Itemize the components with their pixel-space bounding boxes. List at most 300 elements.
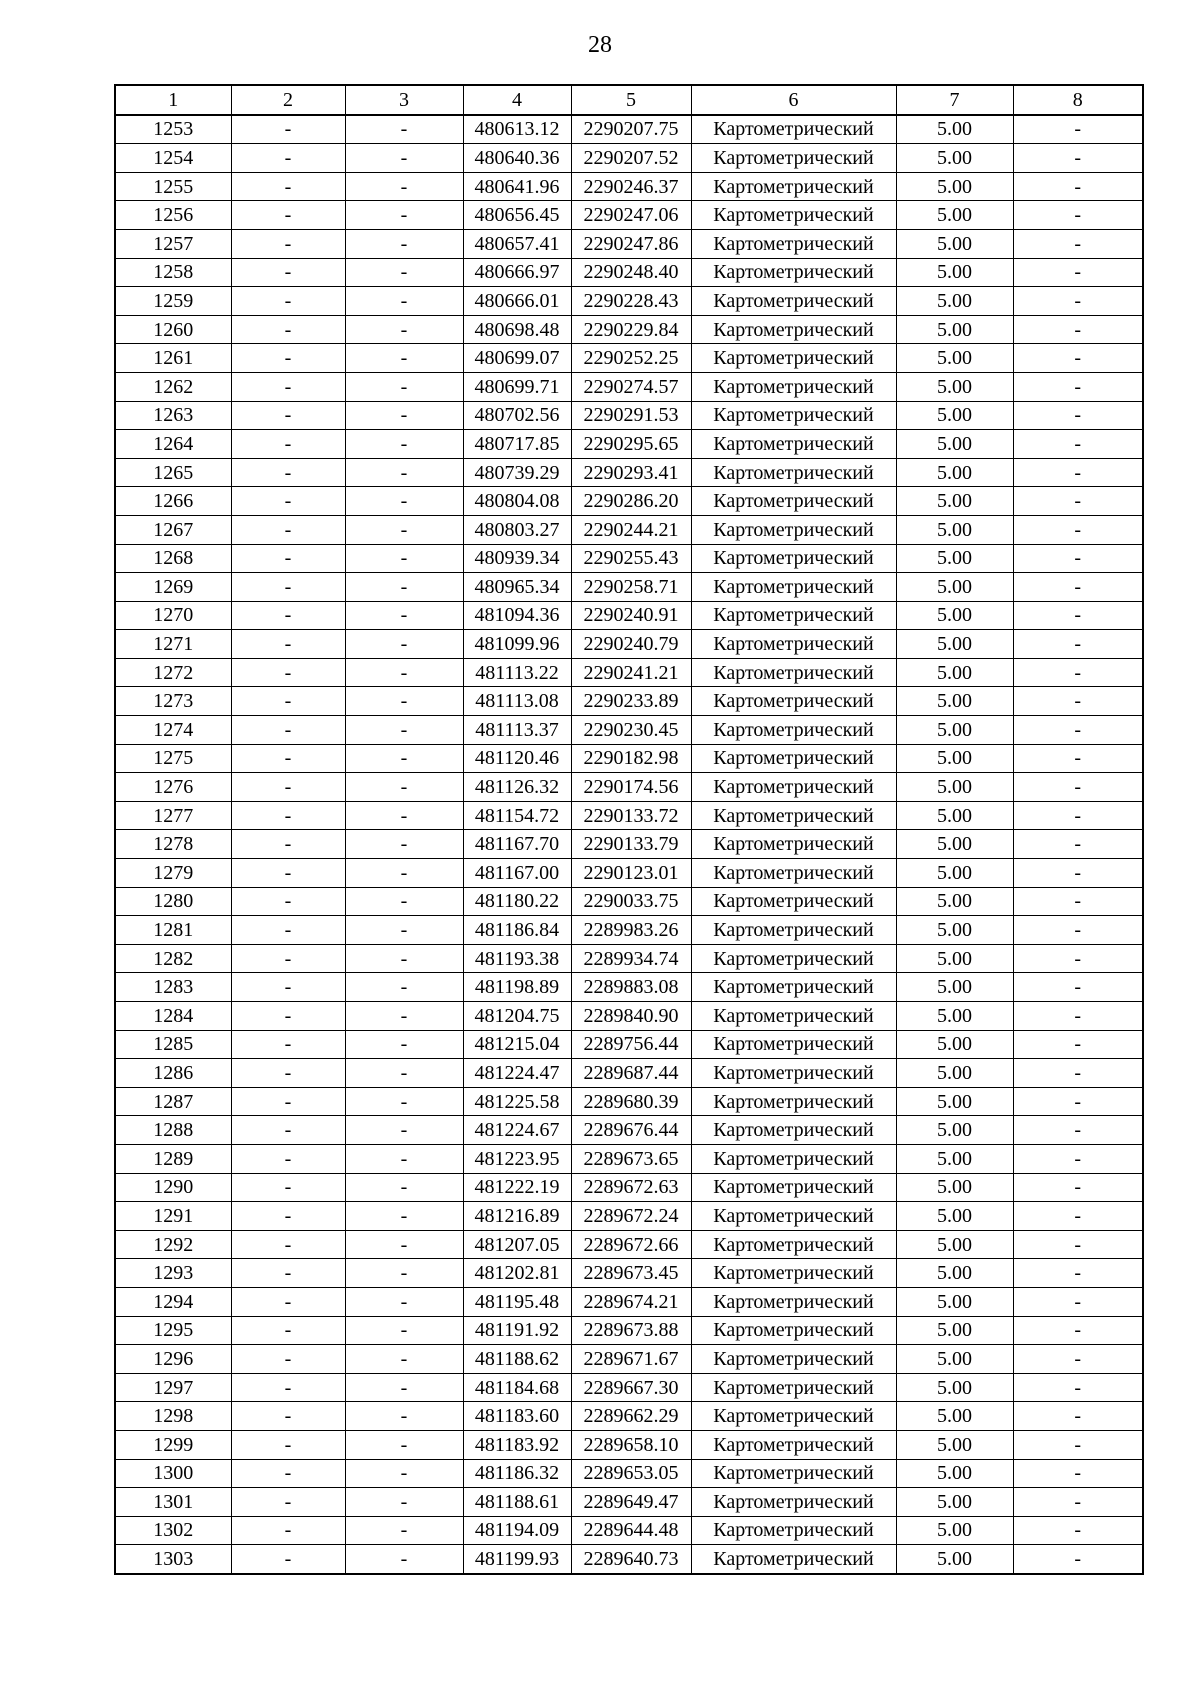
column-header: 4 (463, 85, 571, 115)
cell: - (345, 658, 463, 687)
cell: - (345, 372, 463, 401)
point-number-cell: 1265 (115, 458, 231, 487)
table-row (115, 630, 1143, 659)
y-coordinate-cell: 2290240.91 (571, 601, 691, 630)
x-coordinate-cell: 481202.81 (463, 1259, 571, 1288)
point-number-cell: 1290 (115, 1173, 231, 1202)
table-row (115, 515, 1143, 544)
cell: - (345, 744, 463, 773)
accuracy-cell: 5.00 (896, 573, 1013, 602)
y-coordinate-cell: 2290258.71 (571, 573, 691, 602)
point-number-cell: 1289 (115, 1144, 231, 1173)
cell: - (1013, 1116, 1143, 1145)
table-row (115, 1202, 1143, 1231)
accuracy-cell: 5.00 (896, 1545, 1013, 1574)
cell: - (345, 1259, 463, 1288)
y-coordinate-cell: 2289673.45 (571, 1259, 691, 1288)
accuracy-cell: 5.00 (896, 830, 1013, 859)
cell: - (231, 916, 345, 945)
cell: - (1013, 201, 1143, 230)
table-row (115, 430, 1143, 459)
x-coordinate-cell: 480965.34 (463, 573, 571, 602)
accuracy-cell: 5.00 (896, 916, 1013, 945)
point-number-cell: 1272 (115, 658, 231, 687)
cell: - (345, 258, 463, 287)
cell: - (231, 1516, 345, 1545)
point-number-cell: 1259 (115, 287, 231, 316)
x-coordinate-cell: 481126.32 (463, 773, 571, 802)
y-coordinate-cell: 2289673.88 (571, 1316, 691, 1345)
y-coordinate-cell: 2289649.47 (571, 1488, 691, 1517)
cell: - (345, 430, 463, 459)
cell: - (231, 773, 345, 802)
cell: - (1013, 1430, 1143, 1459)
y-coordinate-cell: 2290133.79 (571, 830, 691, 859)
cell: - (231, 1144, 345, 1173)
method-cell: Картометрический (691, 1030, 896, 1059)
table-row (115, 1545, 1143, 1574)
x-coordinate-cell: 481225.58 (463, 1087, 571, 1116)
accuracy-cell: 5.00 (896, 115, 1013, 144)
cell: - (231, 830, 345, 859)
table-row (115, 573, 1143, 602)
table-row (115, 344, 1143, 373)
column-header: 8 (1013, 85, 1143, 115)
cell: - (345, 573, 463, 602)
cell: - (1013, 687, 1143, 716)
point-number-cell: 1276 (115, 773, 231, 802)
point-number-cell: 1293 (115, 1259, 231, 1288)
table-row (115, 687, 1143, 716)
point-number-cell: 1282 (115, 944, 231, 973)
x-coordinate-cell: 480717.85 (463, 430, 571, 459)
cell: - (345, 1116, 463, 1145)
y-coordinate-cell: 2290207.52 (571, 144, 691, 173)
cell: - (345, 1402, 463, 1431)
cell: - (231, 1259, 345, 1288)
cell: - (1013, 372, 1143, 401)
point-number-cell: 1268 (115, 544, 231, 573)
y-coordinate-cell: 2289653.05 (571, 1459, 691, 1488)
point-number-cell: 1255 (115, 172, 231, 201)
y-coordinate-cell: 2289983.26 (571, 916, 691, 945)
table-row (115, 1030, 1143, 1059)
cell: - (1013, 1345, 1143, 1374)
point-number-cell: 1291 (115, 1202, 231, 1231)
point-number-cell: 1270 (115, 601, 231, 630)
cell: - (345, 1316, 463, 1345)
table-row (115, 258, 1143, 287)
x-coordinate-cell: 480656.45 (463, 201, 571, 230)
cell: - (231, 1316, 345, 1345)
cell: - (231, 344, 345, 373)
x-coordinate-cell: 480698.48 (463, 315, 571, 344)
table-row (115, 1087, 1143, 1116)
cell: - (345, 887, 463, 916)
method-cell: Картометрический (691, 658, 896, 687)
table-row (115, 1116, 1143, 1145)
y-coordinate-cell: 2290133.72 (571, 801, 691, 830)
cell: - (1013, 573, 1143, 602)
cell: - (231, 687, 345, 716)
x-coordinate-cell: 481180.22 (463, 887, 571, 916)
cell: - (231, 1373, 345, 1402)
accuracy-cell: 5.00 (896, 658, 1013, 687)
accuracy-cell: 5.00 (896, 630, 1013, 659)
point-number-cell: 1300 (115, 1459, 231, 1488)
x-coordinate-cell: 481094.36 (463, 601, 571, 630)
cell: - (231, 487, 345, 516)
cell: - (231, 801, 345, 830)
cell: - (345, 1545, 463, 1574)
x-coordinate-cell: 481223.95 (463, 1144, 571, 1173)
table-row (115, 887, 1143, 916)
method-cell: Картометрический (691, 944, 896, 973)
point-number-cell: 1294 (115, 1287, 231, 1316)
cell: - (345, 458, 463, 487)
table-row (115, 401, 1143, 430)
column-header: 3 (345, 85, 463, 115)
method-cell: Картометрический (691, 1116, 896, 1145)
accuracy-cell: 5.00 (896, 1345, 1013, 1374)
cell: - (231, 1345, 345, 1374)
method-cell: Картометрический (691, 887, 896, 916)
point-number-cell: 1266 (115, 487, 231, 516)
x-coordinate-cell: 480803.27 (463, 515, 571, 544)
x-coordinate-cell: 481099.96 (463, 630, 571, 659)
cell: - (345, 144, 463, 173)
table-header (115, 85, 1143, 115)
table-row (115, 229, 1143, 258)
method-cell: Картометрический (691, 1059, 896, 1088)
point-number-cell: 1295 (115, 1316, 231, 1345)
point-number-cell: 1271 (115, 630, 231, 659)
cell: - (1013, 1516, 1143, 1545)
method-cell: Картометрический (691, 458, 896, 487)
method-cell: Картометрический (691, 1287, 896, 1316)
x-coordinate-cell: 481154.72 (463, 801, 571, 830)
cell: - (1013, 115, 1143, 144)
cell: - (1013, 1202, 1143, 1231)
y-coordinate-cell: 2290229.84 (571, 315, 691, 344)
accuracy-cell: 5.00 (896, 687, 1013, 716)
accuracy-cell: 5.00 (896, 1516, 1013, 1545)
accuracy-cell: 5.00 (896, 944, 1013, 973)
x-coordinate-cell: 481224.67 (463, 1116, 571, 1145)
x-coordinate-cell: 481183.92 (463, 1430, 571, 1459)
x-coordinate-cell: 481224.47 (463, 1059, 571, 1088)
y-coordinate-cell: 2290033.75 (571, 887, 691, 916)
cell: - (231, 172, 345, 201)
method-cell: Картометрический (691, 687, 896, 716)
x-coordinate-cell: 481183.60 (463, 1402, 571, 1431)
cell: - (231, 716, 345, 745)
cell: - (231, 1430, 345, 1459)
cell: - (1013, 1259, 1143, 1288)
cell: - (1013, 601, 1143, 630)
point-number-cell: 1281 (115, 916, 231, 945)
x-coordinate-cell: 481188.62 (463, 1345, 571, 1374)
method-cell: Картометрический (691, 916, 896, 945)
cell: - (1013, 258, 1143, 287)
cell: - (1013, 1144, 1143, 1173)
accuracy-cell: 5.00 (896, 1230, 1013, 1259)
table-row (115, 201, 1143, 230)
x-coordinate-cell: 481188.61 (463, 1488, 571, 1517)
cell: - (231, 544, 345, 573)
y-coordinate-cell: 2290247.06 (571, 201, 691, 230)
accuracy-cell: 5.00 (896, 859, 1013, 888)
table-row (115, 1287, 1143, 1316)
cell: - (1013, 1488, 1143, 1517)
method-cell: Картометрический (691, 859, 896, 888)
accuracy-cell: 5.00 (896, 372, 1013, 401)
point-number-cell: 1260 (115, 315, 231, 344)
accuracy-cell: 5.00 (896, 229, 1013, 258)
cell: - (231, 258, 345, 287)
method-cell: Картометрический (691, 1345, 896, 1374)
table-row (115, 1059, 1143, 1088)
cell: - (1013, 487, 1143, 516)
accuracy-cell: 5.00 (896, 887, 1013, 916)
accuracy-cell: 5.00 (896, 1173, 1013, 1202)
accuracy-cell: 5.00 (896, 1316, 1013, 1345)
method-cell: Картометрический (691, 201, 896, 230)
cell: - (345, 1459, 463, 1488)
point-number-cell: 1296 (115, 1345, 231, 1374)
method-cell: Картометрический (691, 1002, 896, 1031)
cell: - (345, 1002, 463, 1031)
y-coordinate-cell: 2289934.74 (571, 944, 691, 973)
x-coordinate-cell: 480699.71 (463, 372, 571, 401)
table-row (115, 372, 1143, 401)
cell: - (1013, 458, 1143, 487)
method-cell: Картометрический (691, 287, 896, 316)
y-coordinate-cell: 2290247.86 (571, 229, 691, 258)
x-coordinate-cell: 481199.93 (463, 1545, 571, 1574)
cell: - (231, 115, 345, 144)
x-coordinate-cell: 481191.92 (463, 1316, 571, 1345)
column-header: 2 (231, 85, 345, 115)
cell: - (1013, 344, 1143, 373)
y-coordinate-cell: 2290291.53 (571, 401, 691, 430)
cell: - (1013, 1087, 1143, 1116)
cell: - (231, 1287, 345, 1316)
cell: - (345, 916, 463, 945)
y-coordinate-cell: 2289662.29 (571, 1402, 691, 1431)
x-coordinate-cell: 480702.56 (463, 401, 571, 430)
cell: - (345, 973, 463, 1002)
table-row (115, 1230, 1143, 1259)
table-row (115, 1430, 1143, 1459)
x-coordinate-cell: 481186.32 (463, 1459, 571, 1488)
cell: - (231, 515, 345, 544)
x-coordinate-cell: 481113.08 (463, 687, 571, 716)
cell: - (345, 773, 463, 802)
y-coordinate-cell: 2290123.01 (571, 859, 691, 888)
table-row (115, 744, 1143, 773)
point-number-cell: 1264 (115, 430, 231, 459)
accuracy-cell: 5.00 (896, 458, 1013, 487)
cell: - (345, 401, 463, 430)
cell: - (1013, 859, 1143, 888)
x-coordinate-cell: 481215.04 (463, 1030, 571, 1059)
y-coordinate-cell: 2290207.75 (571, 115, 691, 144)
header-row (115, 85, 1143, 115)
point-number-cell: 1256 (115, 201, 231, 230)
y-coordinate-cell: 2289672.63 (571, 1173, 691, 1202)
y-coordinate-cell: 2289840.90 (571, 1002, 691, 1031)
x-coordinate-cell: 480641.96 (463, 172, 571, 201)
table-row (115, 1402, 1143, 1431)
x-coordinate-cell: 480657.41 (463, 229, 571, 258)
table-row (115, 544, 1143, 573)
cell: - (345, 630, 463, 659)
accuracy-cell: 5.00 (896, 1030, 1013, 1059)
page-number: 28 (588, 32, 612, 58)
cell: - (231, 372, 345, 401)
accuracy-cell: 5.00 (896, 1430, 1013, 1459)
accuracy-cell: 5.00 (896, 801, 1013, 830)
x-coordinate-cell: 480804.08 (463, 487, 571, 516)
point-number-cell: 1279 (115, 859, 231, 888)
y-coordinate-cell: 2289667.30 (571, 1373, 691, 1402)
y-coordinate-cell: 2289672.66 (571, 1230, 691, 1259)
cell: - (1013, 172, 1143, 201)
point-number-cell: 1273 (115, 687, 231, 716)
table-body (115, 115, 1143, 1574)
y-coordinate-cell: 2289674.21 (571, 1287, 691, 1316)
point-number-cell: 1286 (115, 1059, 231, 1088)
cell: - (1013, 973, 1143, 1002)
table-row (115, 1373, 1143, 1402)
point-number-cell: 1275 (115, 744, 231, 773)
cell: - (345, 1345, 463, 1374)
cell: - (345, 601, 463, 630)
cell: - (1013, 1030, 1143, 1059)
cell: - (345, 1059, 463, 1088)
table-row (115, 287, 1143, 316)
method-cell: Картометрический (691, 573, 896, 602)
coordinates-table (114, 84, 1144, 1575)
y-coordinate-cell: 2290182.98 (571, 744, 691, 773)
method-cell: Картометрический (691, 401, 896, 430)
accuracy-cell: 5.00 (896, 201, 1013, 230)
cell: - (1013, 144, 1143, 173)
point-number-cell: 1274 (115, 716, 231, 745)
method-cell: Картометрический (691, 115, 896, 144)
cell: - (1013, 430, 1143, 459)
method-cell: Картометрический (691, 1259, 896, 1288)
cell: - (1013, 1402, 1143, 1431)
point-number-cell: 1302 (115, 1516, 231, 1545)
cell: - (231, 287, 345, 316)
cell: - (1013, 1287, 1143, 1316)
cell: - (231, 573, 345, 602)
y-coordinate-cell: 2290228.43 (571, 287, 691, 316)
cell: - (1013, 287, 1143, 316)
cell: - (231, 944, 345, 973)
cell: - (231, 430, 345, 459)
method-cell: Картометрический (691, 716, 896, 745)
table-row (115, 144, 1143, 173)
accuracy-cell: 5.00 (896, 744, 1013, 773)
accuracy-cell: 5.00 (896, 1202, 1013, 1231)
x-coordinate-cell: 481193.38 (463, 944, 571, 973)
accuracy-cell: 5.00 (896, 973, 1013, 1002)
cell: - (345, 1173, 463, 1202)
y-coordinate-cell: 2290293.41 (571, 458, 691, 487)
accuracy-cell: 5.00 (896, 1144, 1013, 1173)
method-cell: Картометрический (691, 544, 896, 573)
cell: - (1013, 1230, 1143, 1259)
point-number-cell: 1257 (115, 229, 231, 258)
y-coordinate-cell: 2290241.21 (571, 658, 691, 687)
y-coordinate-cell: 2290252.25 (571, 344, 691, 373)
method-cell: Картометрический (691, 1516, 896, 1545)
cell: - (1013, 830, 1143, 859)
method-cell: Картометрический (691, 1173, 896, 1202)
point-number-cell: 1287 (115, 1087, 231, 1116)
method-cell: Картометрический (691, 1087, 896, 1116)
method-cell: Картометрический (691, 1545, 896, 1574)
table-row (115, 716, 1143, 745)
cell: - (1013, 1059, 1143, 1088)
accuracy-cell: 5.00 (896, 544, 1013, 573)
point-number-cell: 1284 (115, 1002, 231, 1031)
accuracy-cell: 5.00 (896, 1087, 1013, 1116)
table-row (115, 1459, 1143, 1488)
cell: - (231, 1059, 345, 1088)
table-row (115, 916, 1143, 945)
y-coordinate-cell: 2289671.67 (571, 1345, 691, 1374)
table-row (115, 1144, 1143, 1173)
table-row (115, 830, 1143, 859)
cell: - (231, 973, 345, 1002)
accuracy-cell: 5.00 (896, 287, 1013, 316)
cell: - (345, 487, 463, 516)
table-row (115, 859, 1143, 888)
cell: - (231, 401, 345, 430)
cell: - (345, 1287, 463, 1316)
point-number-cell: 1267 (115, 515, 231, 544)
method-cell: Картометрический (691, 801, 896, 830)
cell: - (345, 315, 463, 344)
y-coordinate-cell: 2290255.43 (571, 544, 691, 573)
method-cell: Картометрический (691, 1230, 896, 1259)
cell: - (1013, 315, 1143, 344)
cell: - (1013, 1173, 1143, 1202)
cell: - (1013, 544, 1143, 573)
cell: - (231, 1488, 345, 1517)
cell: - (231, 1173, 345, 1202)
y-coordinate-cell: 2290233.89 (571, 687, 691, 716)
cell: - (1013, 744, 1143, 773)
x-coordinate-cell: 481113.22 (463, 658, 571, 687)
y-coordinate-cell: 2290230.45 (571, 716, 691, 745)
point-number-cell: 1253 (115, 115, 231, 144)
cell: - (1013, 916, 1143, 945)
x-coordinate-cell: 481120.46 (463, 744, 571, 773)
accuracy-cell: 5.00 (896, 401, 1013, 430)
table-row (115, 172, 1143, 201)
x-coordinate-cell: 481167.00 (463, 859, 571, 888)
method-cell: Картометрический (691, 1373, 896, 1402)
accuracy-cell: 5.00 (896, 1488, 1013, 1517)
cell: - (1013, 1459, 1143, 1488)
cell: - (345, 830, 463, 859)
cell: - (231, 744, 345, 773)
